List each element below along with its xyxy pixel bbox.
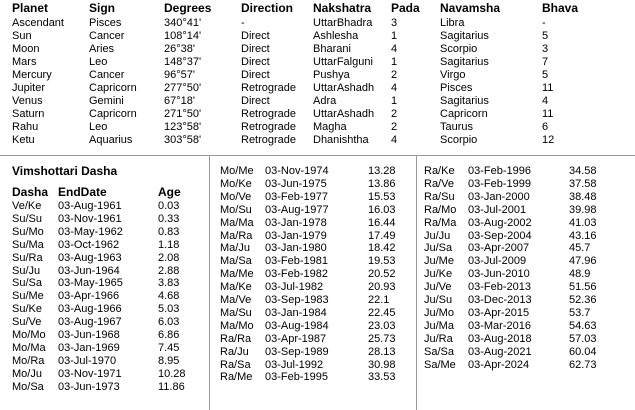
planet-table-cell: 4 <box>391 134 398 146</box>
planet-table-cell: Adra <box>313 95 337 107</box>
planet-table-cell: Jupiter <box>12 82 46 94</box>
planet-table-cell: 1 <box>391 95 398 107</box>
planet-table-cell: Ascendant <box>12 17 64 29</box>
planet-table-cell: Sagitarius <box>440 95 489 107</box>
dasha-cell: Ra/Me <box>220 371 253 384</box>
dasha-cell: Ma/Me <box>220 268 254 281</box>
dasha-cell: 03-Jul-2009 <box>468 255 527 268</box>
planet-table-cell: Direct <box>241 43 270 55</box>
dasha-cell: Ra/Ke <box>424 165 455 177</box>
planet-table-cell: 4 <box>391 43 398 55</box>
planet-table-cell: 11 <box>542 108 554 120</box>
dasha-cell: 52.36 <box>569 294 597 306</box>
planet-table-cell: Capricorn <box>440 108 488 120</box>
dasha-cell: 03-Sep-1989 <box>265 345 329 358</box>
dasha-cell: 62.73 <box>569 358 597 371</box>
dasha-cell: 2.08 <box>158 251 180 264</box>
planet-table-cell: Saturn <box>12 108 45 120</box>
dasha-cell: Sa/Me <box>424 358 456 371</box>
dasha-cell: Ra/Ra <box>220 332 252 345</box>
dasha-cell: 3.83 <box>158 277 180 290</box>
planet-table-cell: 2 <box>391 69 398 81</box>
dasha-cell: 34.58 <box>569 165 597 177</box>
dasha-cell: 03-Oct-1962 <box>58 238 120 251</box>
vertical-divider-right <box>416 155 417 410</box>
dasha-cell: 57.03 <box>569 332 597 345</box>
dasha-cell: 03-Feb-1996 <box>468 165 531 177</box>
planet-table-cell: 5 <box>542 69 549 81</box>
dasha-cell: Ra/Su <box>424 190 455 203</box>
planet-table-cell: UttarFalguni <box>313 56 373 68</box>
dasha-cell: Ma/Ra <box>220 229 253 242</box>
dasha-cell: 1.18 <box>158 238 180 251</box>
planet-table-cell: Sagitarius <box>440 30 489 42</box>
dasha-cell: 03-Feb-1977 <box>265 190 328 203</box>
dasha-cell: 17.49 <box>368 229 396 242</box>
planet-table-cell: Mars <box>12 56 37 68</box>
planet-table-header: Planet <box>12 1 49 15</box>
planet-table-cell: Direct <box>241 56 270 68</box>
planet-table-cell: Sun <box>12 30 32 42</box>
planet-table-cell: Virgo <box>440 69 466 81</box>
planet-table-cell: 123°58' <box>164 121 202 133</box>
planet-table-header: Sign <box>89 1 115 15</box>
dasha-cell: 03-Sep-2004 <box>468 229 532 242</box>
dasha-cell: 60.04 <box>569 345 597 358</box>
dasha-cell: 41.03 <box>569 216 597 229</box>
planet-table-cell: 2 <box>391 108 398 120</box>
planet-table-cell: Retrograde <box>241 82 297 94</box>
planet-table-cell: 4 <box>542 95 549 107</box>
dasha-cell: Su/Me <box>12 290 44 303</box>
planet-table-cell: Scorpio <box>440 43 478 55</box>
dasha-cell: Ju/Sa <box>424 242 453 255</box>
planet-table-cell: Ketu <box>12 134 35 146</box>
planet-table-cell: 3 <box>542 43 549 55</box>
planet-table-cell: 303°58' <box>164 134 202 146</box>
dasha-cell: 0.83 <box>158 225 180 238</box>
dasha-cell: Ju/Ve <box>424 281 452 294</box>
dasha-cell: Ma/Ma <box>220 216 254 229</box>
planet-table-cell: UttarAshadh <box>313 108 375 120</box>
dasha-cell: 03-Apr-1987 <box>265 332 327 345</box>
dasha-cell: 03-Feb-1999 <box>468 177 531 190</box>
planet-table-cell: Gemini <box>89 95 124 107</box>
planet-table-cell: 3 <box>391 17 398 29</box>
dasha-cell: 03-Nov-1961 <box>58 212 122 225</box>
planet-table-cell: Rahu <box>12 121 39 133</box>
dasha-cell: Mo/Su <box>220 203 252 216</box>
planet-table-cell: Venus <box>12 95 43 107</box>
dasha-cell: 2.88 <box>158 264 180 277</box>
dasha-cell: 13.28 <box>368 165 396 177</box>
dasha-cell: 03-Aug-1961 <box>58 200 122 212</box>
dasha-cell: 03-Jan-1980 <box>265 242 327 255</box>
planet-table-cell: Moon <box>12 43 40 55</box>
dasha-cell: 45.7 <box>569 242 591 255</box>
dasha-cell: 25.73 <box>368 332 396 345</box>
planet-table-cell: Bharani <box>313 43 351 55</box>
planet-table-cell: - <box>241 17 245 29</box>
planet-table-cell: 1 <box>391 30 398 42</box>
dasha-cell: 11.86 <box>158 380 185 393</box>
dasha-title: Vimshottari Dasha <box>12 164 118 178</box>
dasha-cell: 03-Jun-2010 <box>468 268 530 281</box>
dasha-cell: 18.42 <box>368 242 396 255</box>
dasha-cell: Mo/Sa <box>12 380 44 393</box>
dasha-cell: 03-Dec-2013 <box>468 294 532 306</box>
planet-table-cell: Aries <box>89 43 115 55</box>
dasha-cell: 03-Jun-1964 <box>58 264 120 277</box>
dasha-cell: Ra/Ve <box>424 177 454 190</box>
dasha-cell: 03-Jun-1973 <box>58 380 120 393</box>
planet-table-cell: Leo <box>89 121 108 133</box>
dasha-header: EndDate <box>58 185 107 199</box>
planet-table-cell: 26°38' <box>164 43 195 55</box>
planet-table-cell: 340°41' <box>164 17 202 29</box>
dasha-cell: 03-Jul-1982 <box>265 281 324 294</box>
dasha-cell: 03-Apr-2007 <box>468 242 530 255</box>
planet-table-cell: 5 <box>542 30 549 42</box>
dasha-cell: Ma/Ke <box>220 281 252 294</box>
dasha-cell: Ma/Mo <box>220 319 254 332</box>
horizontal-divider <box>0 155 635 156</box>
dasha-cell: 03-Mar-2016 <box>468 319 531 332</box>
dasha-cell: 03-Aug-1967 <box>58 316 122 329</box>
dasha-cell: 53.7 <box>569 306 591 319</box>
dasha-cell: 03-Nov-1974 <box>265 165 329 177</box>
dasha-cell: Mo/Ve <box>220 190 252 203</box>
planet-table-cell: Cancer <box>89 69 125 81</box>
dasha-cell: Su/Ve <box>12 316 42 329</box>
dasha-cell: 22.1 <box>368 294 390 306</box>
dasha-cell: 03-Jan-2000 <box>468 190 530 203</box>
planet-table-cell: 12 <box>542 134 555 146</box>
dasha-cell: 43.16 <box>569 229 597 242</box>
planet-table-cell: Capricorn <box>89 108 137 120</box>
planet-table-cell: UttarAshadh <box>313 82 375 94</box>
dasha-cell: Mo/Ju <box>12 367 42 380</box>
dasha-cell: 03-Jan-1984 <box>265 306 327 319</box>
planet-table-header: Pada <box>391 1 420 15</box>
dasha-cell: 6.03 <box>158 316 180 329</box>
dasha-header: Age <box>158 185 181 199</box>
planet-table-cell: 1 <box>391 56 398 68</box>
dasha-cell: Ju/Ke <box>424 268 453 281</box>
dasha-cell: 03-Jun-1968 <box>58 329 120 341</box>
planet-table-cell: Retrograde <box>241 134 297 146</box>
dasha-cell: Ma/Ve <box>220 294 252 306</box>
planet-table-cell: Sagitarius <box>440 56 489 68</box>
dasha-cell: 20.52 <box>368 268 396 281</box>
planet-table-cell: Retrograde <box>241 108 297 120</box>
planet-table-cell: 277°50' <box>164 82 202 94</box>
dasha-cell: Ma/Sa <box>220 255 252 268</box>
dasha-cell: 03-Aug-1984 <box>265 319 329 332</box>
planet-table-cell: 148°37' <box>164 56 202 68</box>
dasha-cell: 30.98 <box>368 358 396 371</box>
dasha-cell: Ju/Ma <box>424 319 454 332</box>
planet-table-cell: Taurus <box>440 121 474 133</box>
dasha-cell: 16.03 <box>368 203 396 216</box>
dasha-cell: Su/Su <box>12 212 42 225</box>
dasha-cell: Ra/Ju <box>220 345 249 358</box>
dasha-cell: Su/Ju <box>12 264 41 277</box>
planet-table-cell: Dhanishtha <box>313 134 369 146</box>
planet-table-cell: 96°57' <box>164 69 195 81</box>
dasha-cell: 51.56 <box>569 281 597 294</box>
planet-table-cell: Magha <box>313 121 347 133</box>
dasha-cell: 16.44 <box>368 216 396 229</box>
dasha-cell: 03-Jan-1979 <box>265 229 327 242</box>
planet-table-cell: Pisces <box>89 17 122 29</box>
dasha-cell: Ra/Mo <box>424 203 457 216</box>
dasha-cell: Ju/Ra <box>424 332 453 345</box>
dasha-cell: Sa/Sa <box>424 345 454 358</box>
dasha-cell: Su/Sa <box>12 277 42 290</box>
planet-table-cell: Cancer <box>89 30 125 42</box>
dasha-cell: 03-Aug-1963 <box>58 251 122 264</box>
planet-table-cell: Libra <box>440 17 465 29</box>
dasha-cell: 03-Apr-1966 <box>58 290 120 303</box>
planet-table-cell: Direct <box>241 69 270 81</box>
dasha-cell: 03-Feb-1982 <box>265 268 328 281</box>
dasha-cell: 8.95 <box>158 354 180 367</box>
dasha-cell: 6.86 <box>158 329 180 341</box>
dasha-cell: 03-Apr-2024 <box>468 358 530 371</box>
planet-table-cell: 6 <box>542 121 549 133</box>
planet-table-cell: Leo <box>89 56 108 68</box>
dasha-cell: 37.58 <box>569 177 597 190</box>
dasha-cell: 03-Aug-1977 <box>265 203 329 216</box>
dasha-cell: Ju/Me <box>424 255 454 268</box>
dasha-cell: 39.98 <box>569 203 597 216</box>
planet-table-cell: - <box>542 17 546 29</box>
planet-table-cell: 4 <box>391 82 398 94</box>
dasha-cell: 03-Apr-2015 <box>468 306 530 319</box>
dasha-cell: 03-Feb-2013 <box>468 281 531 294</box>
dasha-cell: 03-May-1962 <box>58 225 123 238</box>
dasha-cell: 03-May-1965 <box>58 277 123 290</box>
dasha-cell: 20.93 <box>368 281 396 294</box>
planet-table-cell: UttarBhadra <box>313 17 373 29</box>
dasha-cell: 33.53 <box>368 371 396 384</box>
dasha-cell: 03-Jun-1975 <box>265 177 327 190</box>
dasha-cell: Ju/Su <box>424 294 453 306</box>
dasha-cell: 22.45 <box>368 306 396 319</box>
dasha-cell: Ma/Ju <box>220 242 250 255</box>
dasha-cell: 10.28 <box>158 367 186 380</box>
planet-table-cell: Mercury <box>12 69 52 81</box>
dasha-cell: 03-Aug-1966 <box>58 303 122 316</box>
dasha-cell: Su/Ma <box>12 238 44 251</box>
planet-table-cell: 67°18' <box>164 95 195 107</box>
dasha-cell: 0.03 <box>158 200 180 212</box>
dasha-cell: 38.48 <box>569 190 597 203</box>
dasha-cell: 03-Aug-2002 <box>468 216 532 229</box>
planet-table-cell: 11 <box>542 82 554 94</box>
planet-table-cell: Ashlesha <box>313 30 359 42</box>
dasha-cell: 7.45 <box>158 341 180 354</box>
planet-table-cell: 108°14' <box>164 30 202 42</box>
dasha-cell: Ju/Mo <box>424 306 454 319</box>
dasha-header: Dasha <box>12 185 49 199</box>
dasha-cell: 03-Aug-2021 <box>468 345 532 358</box>
planet-table-cell: 2 <box>391 121 398 133</box>
planet-table-cell: Direct <box>241 30 270 42</box>
planet-table-cell: Capricorn <box>89 82 137 94</box>
dasha-cell: 03-Jul-2001 <box>468 203 527 216</box>
planet-table-header: Bhava <box>542 1 579 15</box>
dasha-cell: 48.9 <box>569 268 591 281</box>
dasha-cell: 03-Jul-1970 <box>58 354 117 367</box>
dasha-cell: 03-Feb-1981 <box>265 255 328 268</box>
dasha-cell: Ma/Su <box>220 306 252 319</box>
dasha-cell: Ve/Ke <box>12 200 42 212</box>
dasha-cell: 4.68 <box>158 290 180 303</box>
dasha-cell: Ra/Ma <box>424 216 457 229</box>
dasha-cell: 5.03 <box>158 303 180 316</box>
dasha-cell: 0.33 <box>158 212 180 225</box>
planet-table-cell: Pushya <box>313 69 350 81</box>
planet-table-cell: Pisces <box>440 82 473 94</box>
planet-table-cell: 7 <box>542 56 549 68</box>
dasha-cell: 15.53 <box>368 190 396 203</box>
dasha-cell: 03-Aug-2018 <box>468 332 532 345</box>
planet-table-header: Direction <box>241 1 294 15</box>
dasha-cell: 47.96 <box>569 255 597 268</box>
dasha-cell: Mo/Mo <box>12 329 46 341</box>
planet-table-header: Degrees <box>164 1 212 15</box>
dasha-cell: Mo/Me <box>220 165 254 177</box>
planet-table-header: Nakshatra <box>313 1 372 15</box>
planet-table-header: Navamsha <box>440 1 501 15</box>
dasha-cell: 13.86 <box>368 177 396 190</box>
dasha-cell: Mo/Ma <box>12 341 46 354</box>
dasha-cell: Su/Mo <box>12 225 44 238</box>
dasha-cell: 03-Feb-1995 <box>265 371 328 384</box>
dasha-cell: 03-Jan-1969 <box>58 341 120 354</box>
planet-table-cell: Scorpio <box>440 134 478 146</box>
dasha-cell: 03-Nov-1971 <box>58 367 122 380</box>
dasha-cell: Mo/Ra <box>12 354 45 367</box>
dasha-cell: 23.03 <box>368 319 396 332</box>
planet-table-cell: 271°50' <box>164 108 202 120</box>
dasha-cell: 28.13 <box>368 345 396 358</box>
planet-table-cell: Retrograde <box>241 121 297 133</box>
dasha-cell: Ju/Ju <box>424 229 451 242</box>
dasha-cell: 54.63 <box>569 319 597 332</box>
vertical-divider-left <box>209 155 210 410</box>
dasha-cell: 19.53 <box>368 255 396 268</box>
dasha-cell: Mo/Ke <box>220 177 252 190</box>
dasha-cell: Ra/Sa <box>220 358 251 371</box>
dasha-cell: 03-Sep-1983 <box>265 294 329 306</box>
dasha-cell: 03-Jul-1992 <box>265 358 324 371</box>
dasha-cell: Su/Ke <box>12 303 42 316</box>
planet-table-cell: Direct <box>241 95 270 107</box>
planet-table-cell: Aquarius <box>89 134 133 146</box>
dasha-cell: Su/Ra <box>12 251 43 264</box>
dasha-cell: 03-Jan-1978 <box>265 216 327 229</box>
